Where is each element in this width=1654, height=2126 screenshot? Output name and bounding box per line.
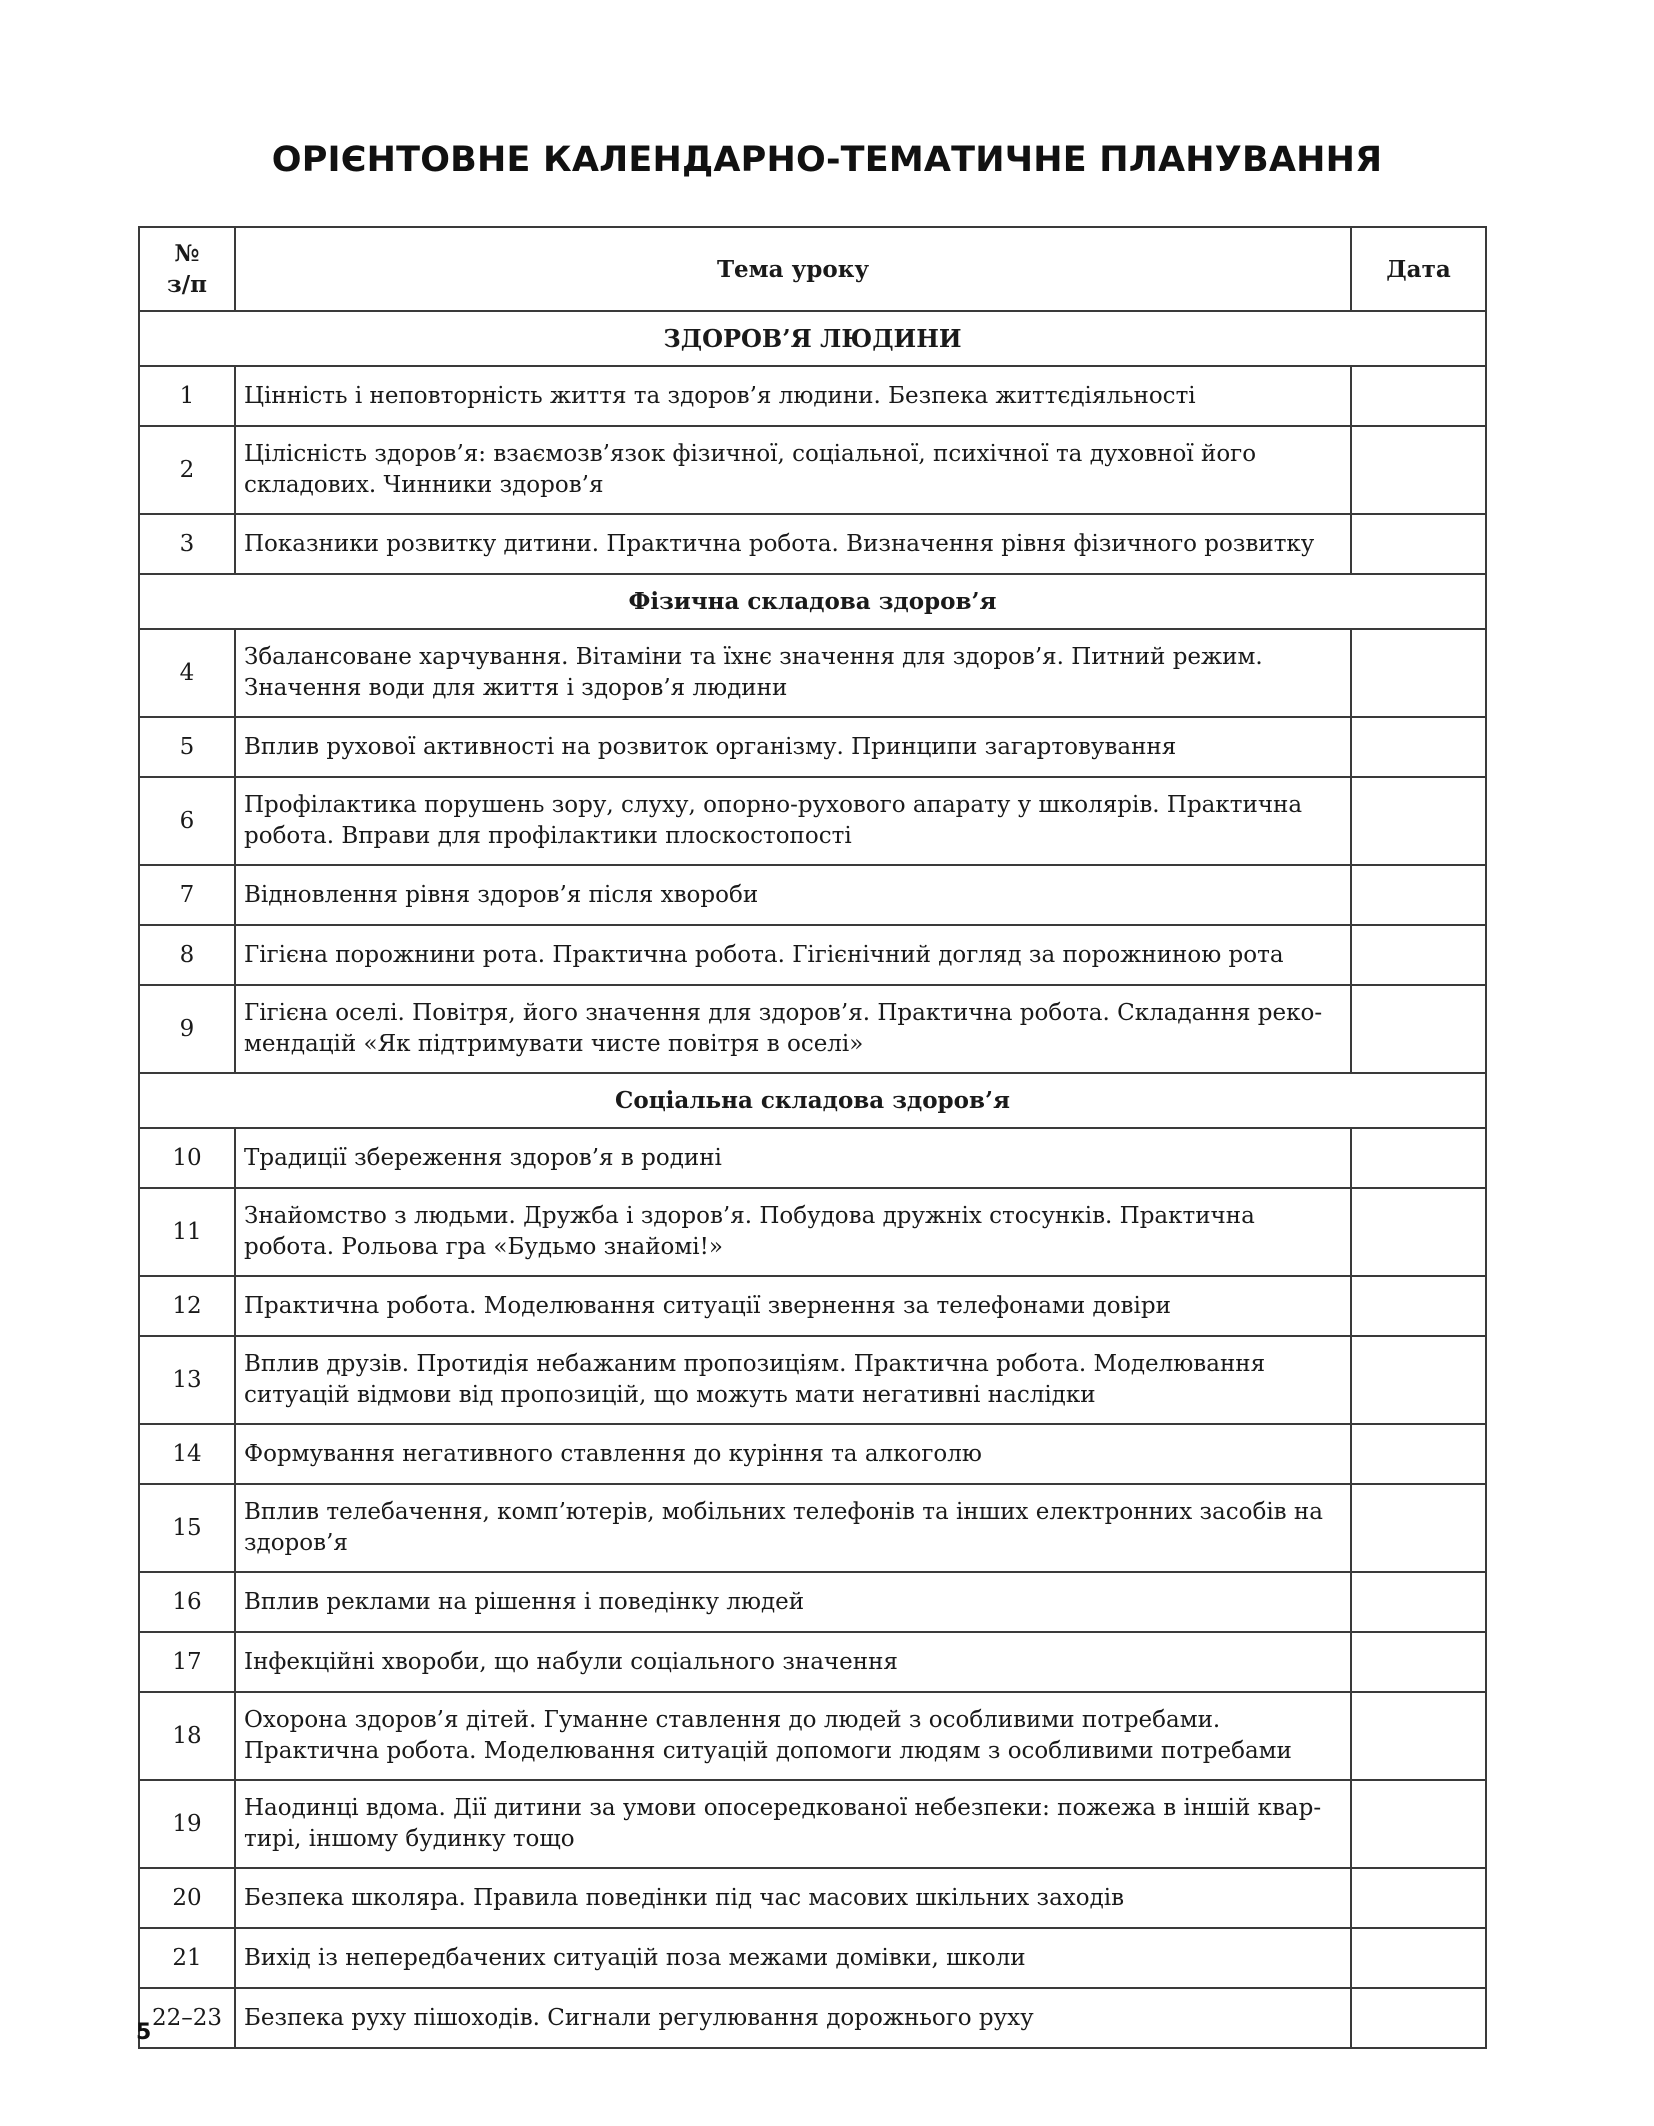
page-title: ОРІЄНТОВНЕ КАЛЕНДАРНО-ТЕМАТИЧНЕ ПЛАНУВАННЯ [271,140,1383,180]
table-row [139,426,1486,514]
table-row [139,366,1486,426]
table-row [139,1868,1486,1928]
table-row [139,514,1486,574]
table-row [139,1336,1486,1424]
row-topic: Цінність і неповторність життя та здоров’я людини. Безпека життєдіяльності [235,366,1351,426]
row-date[interactable] [1351,1276,1486,1336]
table-row [139,1928,1486,1988]
row-date[interactable] [1351,925,1486,985]
table-row [139,985,1486,1073]
table-row [139,1988,1486,2048]
row-date[interactable] [1351,426,1486,514]
column-header-date: Дата [1351,227,1486,311]
calendar-plan-table [138,226,1487,2049]
table-row [139,777,1486,865]
row-topic: Збалансоване харчування. Вітаміни та їхнє значення для здоров’я. Питний режим. Значення води для життя і здоров’я людини [235,629,1351,717]
table-row [139,925,1486,985]
row-topic: Практична робота. Моделювання ситуації звернення за телефонами довіри [235,1276,1351,1336]
section-row [139,1073,1486,1128]
row-number: 19 [139,1780,235,1868]
row-date[interactable] [1351,1424,1486,1484]
row-date[interactable] [1351,985,1486,1073]
column-header-number-symbol: № [174,240,200,267]
row-date[interactable] [1351,1336,1486,1424]
row-number: 11 [139,1188,235,1276]
row-topic: Цілісність здоров’я: взаємозв’язок фізичної, соціальної, психічної та духовної його складових. Чинники здоров’я [235,426,1351,514]
row-date[interactable] [1351,1188,1486,1276]
table-row [139,717,1486,777]
column-header-topic: Тема уроку [235,227,1351,311]
row-number: 15 [139,1484,235,1572]
section-row [139,574,1486,629]
table-row [139,1188,1486,1276]
table-row [139,1424,1486,1484]
table-row [139,1632,1486,1692]
row-number: 2 [139,426,235,514]
row-number: 16 [139,1572,235,1632]
row-topic: Вплив реклами на рішення і поведінку людей [235,1572,1351,1632]
row-date[interactable] [1351,629,1486,717]
row-topic: Показники розвитку дитини. Практична робота. Визначення рівня фізичного розвитку [235,514,1351,574]
row-date[interactable] [1351,514,1486,574]
table-row [139,1780,1486,1868]
row-number: 14 [139,1424,235,1484]
row-topic: Відновлення рівня здоров’я після хвороби [235,865,1351,925]
row-number: 21 [139,1928,235,1988]
row-topic: Знайомство з людьми. Дружба і здоров’я. Побудова дружніх стосунків. Практична робота. Рольова гра «Будьмо знайомі!» [235,1188,1351,1276]
row-number: 4 [139,629,235,717]
row-number: 3 [139,514,235,574]
table-row [139,1128,1486,1188]
row-topic: Профілактика порушень зору, слуху, опорно-рухового апарату у школярів. Практична робота. Вправи для профілактики плоскостопості [235,777,1351,865]
row-number: 20 [139,1868,235,1928]
row-date[interactable] [1351,1988,1486,2048]
table-header-row [139,227,1486,311]
row-topic: Традиції збереження здоров’я в родині [235,1128,1351,1188]
row-number: 1 [139,366,235,426]
row-date[interactable] [1351,1780,1486,1868]
row-number: 5 [139,717,235,777]
row-date[interactable] [1351,865,1486,925]
row-topic: Гігієна оселі. Повітря, його значення для здоров’я. Практична робота. Складання реко-мендацій «Як підтримувати чисте повітря в оселі» [235,985,1351,1073]
row-date[interactable] [1351,1572,1486,1632]
row-number: 17 [139,1632,235,1692]
row-topic: Вплив телебачення, комп’ютерів, мобільних телефонів та інших електронних засобів на здоров’я [235,1484,1351,1572]
table-row [139,629,1486,717]
section-title: Соціальна складова здоров’я [139,1073,1486,1128]
row-number: 9 [139,985,235,1073]
row-topic: Наодинці вдома. Дії дитини за умови опосередкованої небезпеки: пожежа в іншій квар-тирі, іншому будинку тощо [235,1780,1351,1868]
row-date[interactable] [1351,1632,1486,1692]
row-topic: Безпека школяра. Правила поведінки під час масових шкільних заходів [235,1868,1351,1928]
table-row [139,1572,1486,1632]
row-date[interactable] [1351,1928,1486,1988]
row-topic: Вплив рухової активності на розвиток організму. Принципи загартовування [235,717,1351,777]
row-number: 10 [139,1128,235,1188]
row-topic: Інфекційні хвороби, що набули соціального значення [235,1632,1351,1692]
table-row [139,1484,1486,1572]
section-title: ЗДОРОВ’Я ЛЮДИНИ [139,311,1486,366]
row-topic: Охорона здоров’я дітей. Гуманне ставлення до людей з особливими потребами. Практична робота. Моделювання ситуацій допомоги людям з особливими потребами [235,1692,1351,1780]
row-topic: Гігієна порожнини рота. Практична робота. Гігієнічний догляд за порожниною рота [235,925,1351,985]
table-row [139,865,1486,925]
row-date[interactable] [1351,1484,1486,1572]
row-topic: Вихід із непередбачених ситуацій поза межами домівки, школи [235,1928,1351,1988]
table-row [139,1692,1486,1780]
row-number: 18 [139,1692,235,1780]
page-number: 5 [136,2020,152,2045]
row-date[interactable] [1351,366,1486,426]
column-header-number-abbr: з/п [167,271,207,298]
row-topic: Вплив друзів. Протидія небажаним пропозиціям. Практична робота. Моделювання ситуацій відмови від пропозицій, що можуть мати негативні наслідки [235,1336,1351,1424]
row-number: 8 [139,925,235,985]
row-topic: Безпека руху пішоходів. Сигнали регулювання дорожнього руху [235,1988,1351,2048]
row-date[interactable] [1351,1692,1486,1780]
column-header-number [139,227,235,311]
row-date[interactable] [1351,1128,1486,1188]
row-date[interactable] [1351,717,1486,777]
section-row [139,311,1486,366]
section-title: Фізична складова здоров’я [139,574,1486,629]
row-number: 6 [139,777,235,865]
row-number: 12 [139,1276,235,1336]
row-topic: Формування негативного ставлення до куріння та алкоголю [235,1424,1351,1484]
row-date[interactable] [1351,1868,1486,1928]
row-number: 7 [139,865,235,925]
row-number: 22–23 [139,1988,235,2048]
row-date[interactable] [1351,777,1486,865]
table-row [139,1276,1486,1336]
row-number: 13 [139,1336,235,1424]
table-body [139,311,1486,2048]
